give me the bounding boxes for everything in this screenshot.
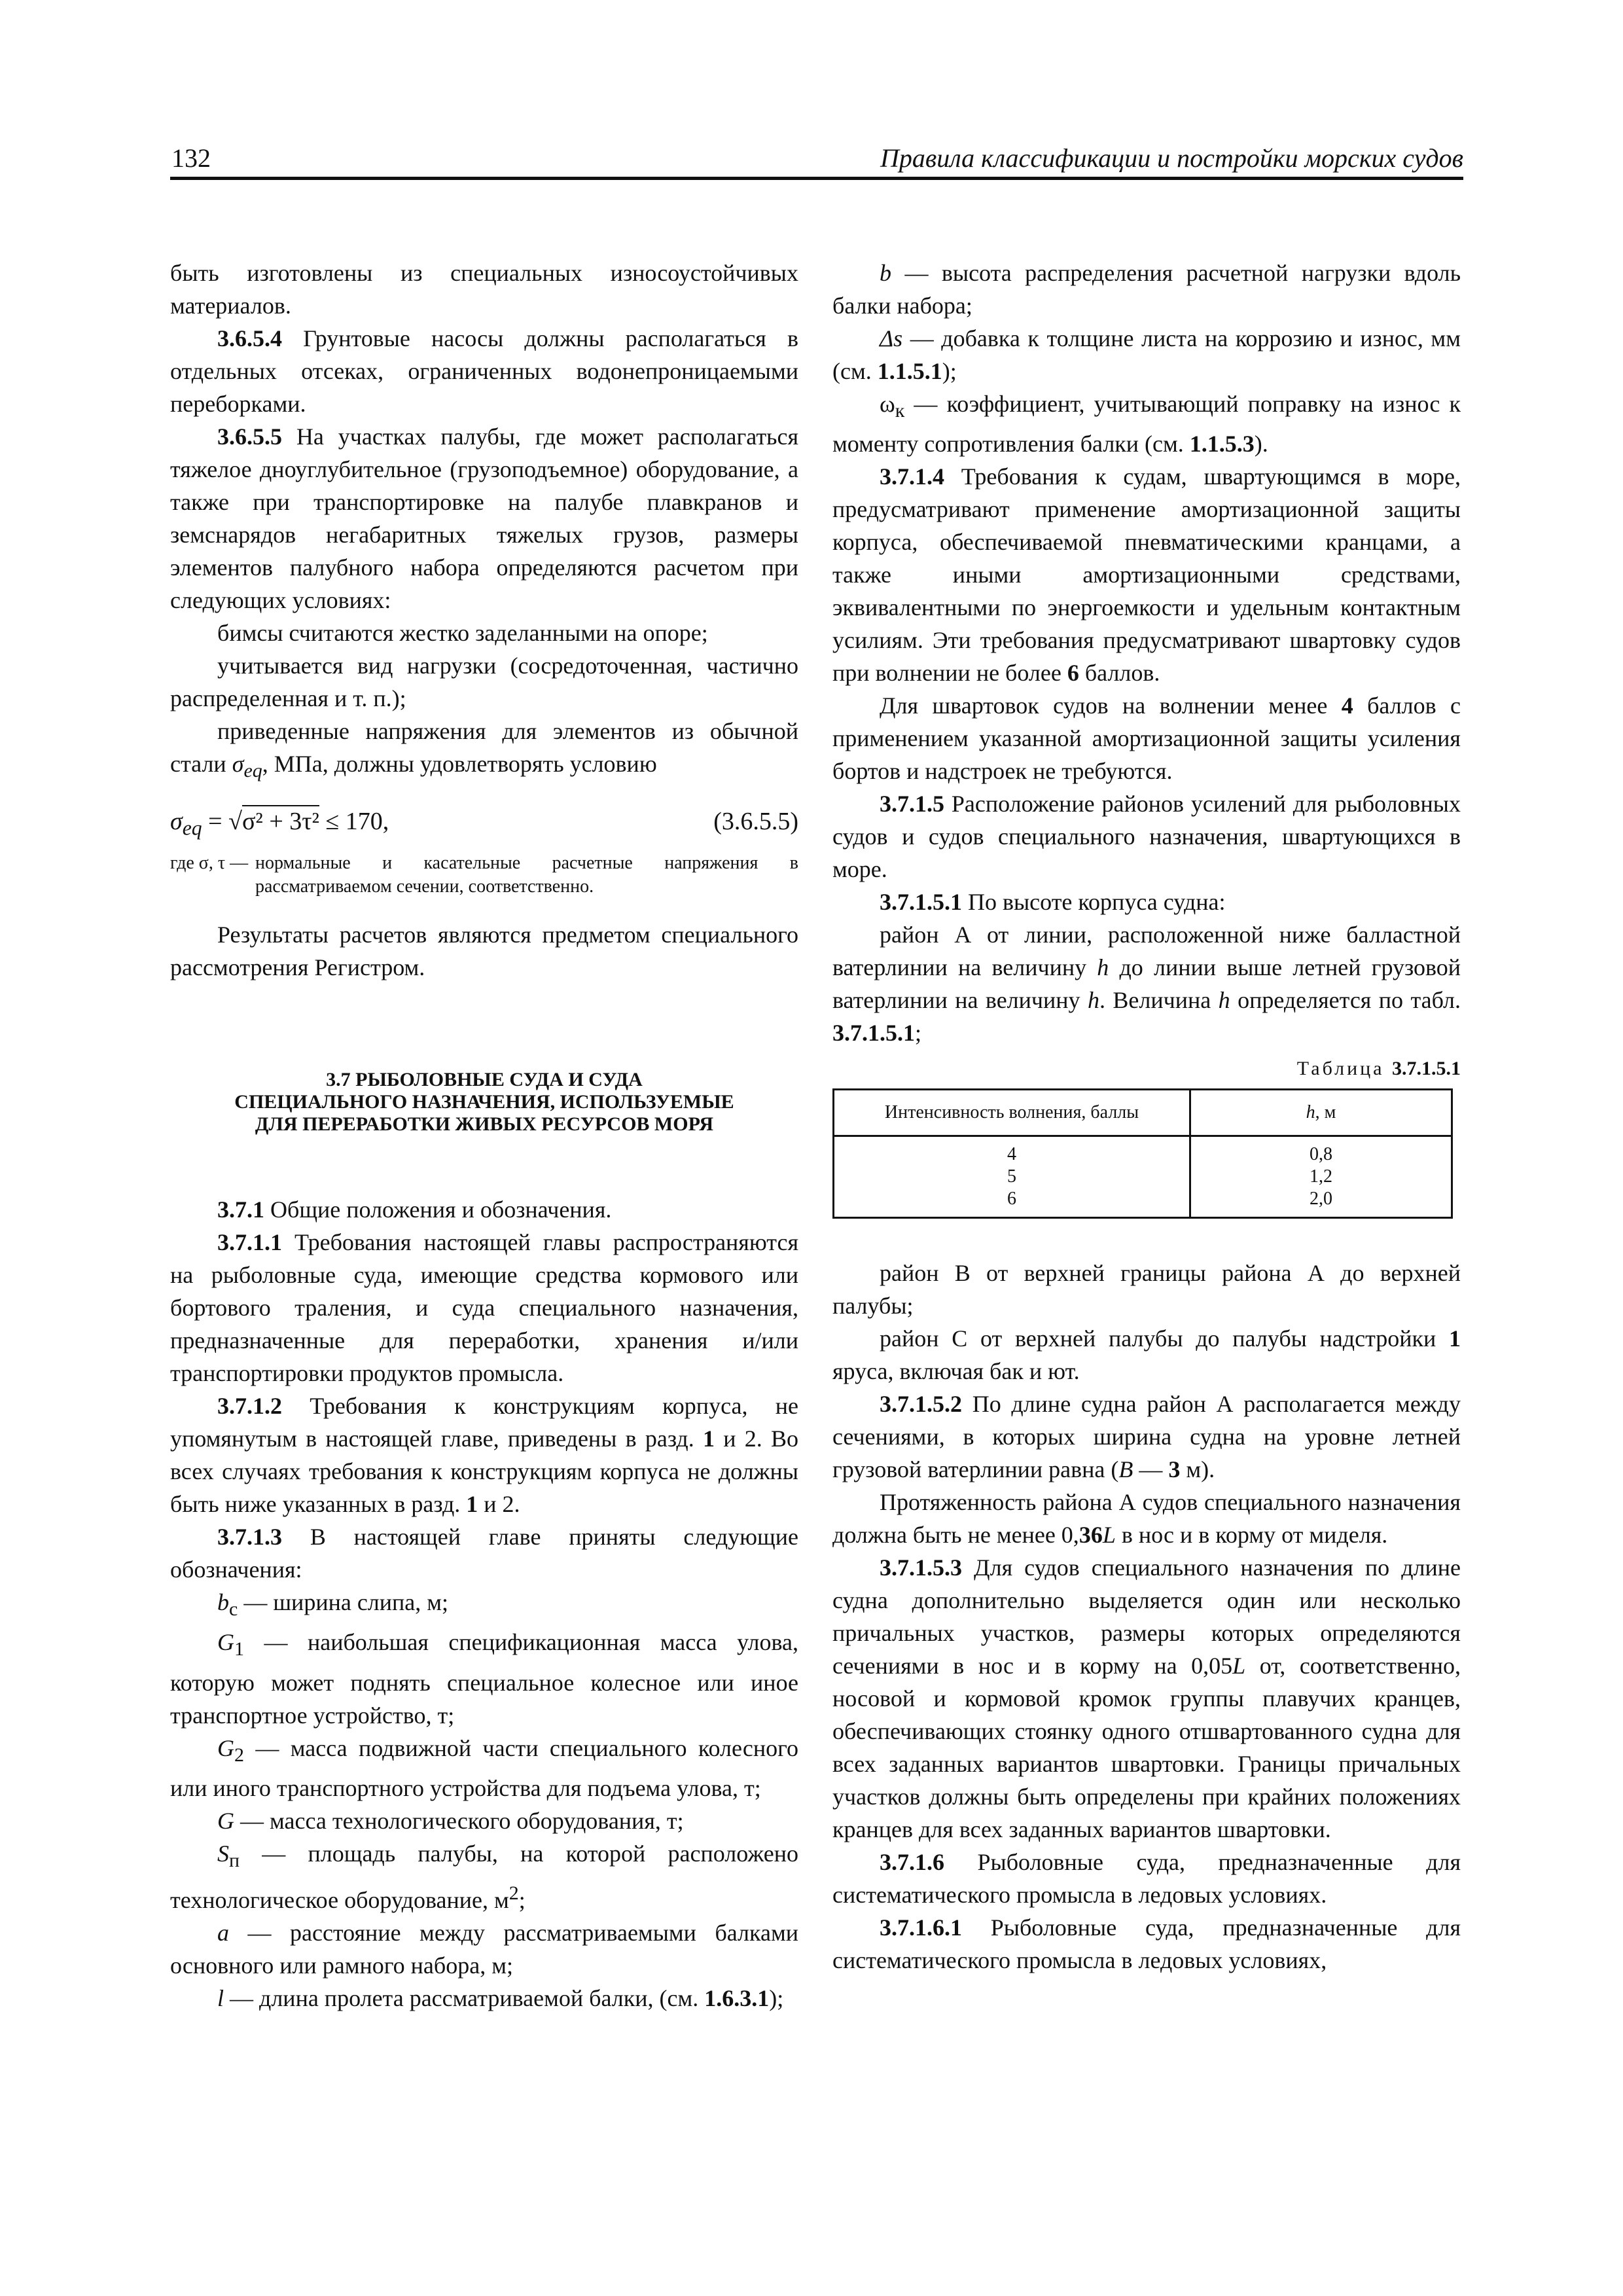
section-title: 3.7 РЫБОЛОВНЫЕ СУДА И СУДА СПЕЦИАЛЬНОГО НАЗНАЧЕНИЯ, ИСПОЛЬЗУЕМЫЕ ДЛЯ ПЕРЕРАБОТКИ ЖИВЫХ РЕСУРСОВ МОРЯ <box>234 1069 734 1136</box>
formula-legend <box>170 852 798 899</box>
paragraph: быть изготовлены из специальных износоустойчивых материалов. <box>170 260 798 319</box>
definition-item: $S_п$ — площадь палубы, на которой расположено технологическое оборудование, $м^2$; <box>170 1840 798 1913</box>
right-column <box>832 257 1461 1977</box>
clause-3-7-1-2: 3.7.1.2 Требования к конструкциям корпуса, не упомянутым в настоящей главе, приведены в разд. 1 и 2. Во всех случаях требования к конструкциям корпуса не должны быть ниже указанных в разд. 1 и 2. <box>170 1393 798 1518</box>
header-rule <box>170 177 1463 180</box>
clause-3-7-1-5-2: 3.7.1.5.2 По длине судна район А располагается между сечениями, в которых ширина судна на уровне летней грузовой ватерлинии равна (B — 3 м). <box>832 1391 1461 1483</box>
legend-label: где σ, τ — <box>170 853 249 874</box>
paragraph: район В от верхней границы района А до верхней палубы; <box>832 1260 1461 1319</box>
paragraph: Протяженность района А судов специального назначения должна быть не менее 0,36L в нос и в корму от миделя. <box>832 1489 1461 1549</box>
table-caption: Таблица 3.7.1.5.1 <box>1296 1058 1461 1080</box>
paragraph: Для швартовок судов на волнении менее 4 баллов с применением указанной амортизационной защиты усиления бортов и надстроек не требуются. <box>832 692 1461 785</box>
clause-3-6-5-5: 3.6.5.5 На участках палубы, где может располагаться тяжелое дноуглубительное (грузоподъемное) оборудование, а также при транспортировке на палубе плавкранов и земснарядов негабаритных тяжелых грузов, размеры элементов палубного набора определяются расчетом при следующих условиях: <box>170 423 798 613</box>
wave-intensity-table <box>832 1088 1453 1219</box>
definition-item: $G_2$ — масса подвижной части специального колесного или иного транспортного устройства для подъема улова, т; <box>170 1734 798 1801</box>
table-header-row <box>834 1090 1452 1136</box>
formula-expression: $\sigma_{eq} = √\sigma^2 + 3\tau^2 \le 170$, <box>170 807 389 840</box>
clause-3-7-1-5: 3.7.1.5 Расположение районов усилений для рыболовных судов и судов специального назначения, швартующихся в море. <box>832 791 1461 883</box>
clause-3-7-1-6-1: 3.7.1.6.1 Рыболовные суда, предназначенные для систематического промысла в ледовых условиях, <box>832 1914 1461 1974</box>
table-header-cell: h, м <box>1190 1090 1452 1136</box>
clause-3-7-1-3: 3.7.1.3 В настоящей главе приняты следующие обозначения: <box>170 1524 798 1583</box>
formula-3-6-5-5 <box>170 800 798 848</box>
paragraph: Результаты расчетов являются предметом специального рассмотрения Регистром. <box>170 922 798 981</box>
clause-3-7-1-5-1: 3.7.1.5.1 По высоте корпуса судна: <box>880 889 1226 916</box>
left-column <box>170 257 798 2015</box>
table-header-cell: Интенсивность волнения, баллы <box>834 1090 1190 1136</box>
definition-item: $b_с$ — ширина слипа, м; <box>217 1589 449 1621</box>
definition-item: b — высота распределения расчетной нагрузки вдоль балки набора; <box>832 260 1461 319</box>
clause-3-7-1-5-3: 3.7.1.5.3 Для судов специального назначения по длине судна дополнительно выделяется один или несколько причальных участков, размеры которых определяются сечениями в нос и в корму на 0,05L от, соответственно, носовой и кормовой кромок группы плавучих кранцев, обеспечивающих стоянку одного отшвартованного судна для всех заданных вариантов швартовки. Границы причальных участков должны быть определены при крайних положениях кранцев для всех заданных вариантов швартовки. <box>832 1554 1461 1843</box>
legend-text: нормальные и касательные расчетные напряжения в рассматриваемом сечении, соответственно. <box>255 853 798 897</box>
definition-item: G — масса технологического оборудования, т; <box>217 1807 684 1834</box>
paragraph: бимсы считаются жестко заделанными на опоре; <box>217 620 708 646</box>
clause-3-7-1: 3.7.1 Общие положения и обозначения. <box>217 1196 612 1223</box>
definition-item: $\omega_к$ — коэффициент, учитывающий поправку на износ к моменту сопротивления балки (см. 1.1.5.3). <box>832 391 1461 457</box>
definition-item: a — расстояние между рассматриваемыми балками основного или рамного набора, м; <box>170 1919 798 1979</box>
paragraph: приведенные напряжения для элементов из обычной стали $\sigma_{eq}$, МПа, должны удовлетворять условию <box>170 718 798 782</box>
paragraph: район С от верхней палубы до палубы надстройки 1 яруса, включая бак и ют. <box>832 1325 1461 1385</box>
table-cell-h: 0,8 1,2 2,0 <box>1190 1136 1452 1218</box>
clause-3-7-1-1: 3.7.1.1 Требования настоящей главы распространяются на рыболовные суда, имеющие средства кормового или бортового траления, и суда специального назначения, предназначенные для переработки, хранения и/или транспортировки продуктов промысла. <box>170 1229 798 1387</box>
table-row <box>834 1136 1452 1218</box>
paragraph: учитывается вид нагрузки (сосредоточенная, частично распределенная и т. п.); <box>170 653 798 711</box>
clause-3-7-1-4: 3.7.1.4 Требования к судам, швартующимся в море, предусматривают применение амортизационной защиты корпуса, обеспечиваемой пневматическими кранцами, а также иными амортизационными средствами, эквивалентными по энергоемкости и удельным контактным усилиям. Эти требования предусматривают швартовку судов при волнении не более 6 баллов. <box>832 463 1461 687</box>
page-number: 132 <box>171 143 211 173</box>
table-cell-scores: 4 5 6 <box>834 1136 1190 1218</box>
definition-item: $G_1$ — наибольшая спецификационная масса улова, которую может поднять специальное колесное или иное транспортное устройство, т; <box>170 1629 798 1729</box>
clause-3-7-1-6: 3.7.1.6 Рыболовные суда, предназначенные для систематического промысла в ледовых условиях. <box>832 1849 1461 1909</box>
equation-number: (3.6.5.5) <box>713 808 798 836</box>
clause-3-6-5-4: 3.6.5.4 Грунтовые насосы должны располагаться в отдельных отсеках, ограниченных водонепроницаемыми переборками. <box>170 325 798 417</box>
running-title: Правила классификации и постройки морских судов <box>880 143 1463 173</box>
definition-item: Δs — добавка к толщине листа на коррозию и износ, мм (см. 1.1.5.1); <box>832 325 1461 384</box>
paragraph: район А от линии, расположенной ниже балластной ватерлинии на величину h до линии выше летней грузовой ватерлинии на величину h. Величина h определяется по табл. 3.7.1.5.1; <box>832 922 1461 1047</box>
definition-item: l — длина пролета рассматриваемой балки, (см. 1.6.3.1); <box>217 1984 784 2011</box>
